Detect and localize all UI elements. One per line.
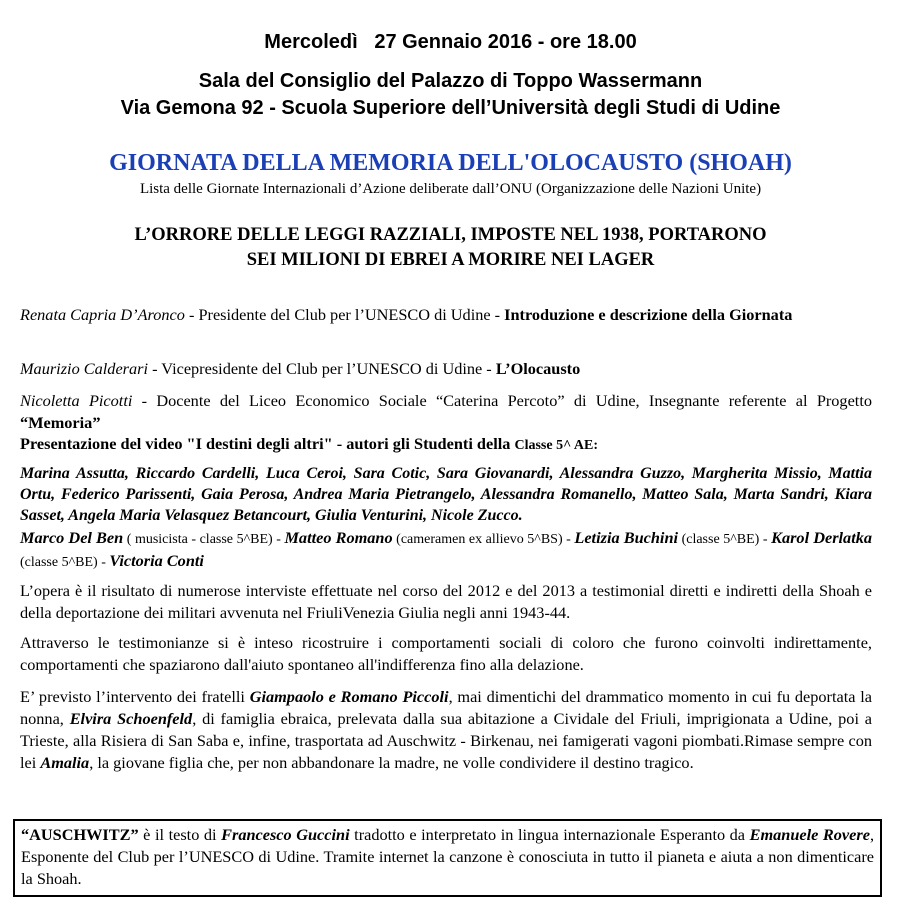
intervento-text: , la giovane figlia che, per non abbandonare la madre, ne volle condividere il destino tragico. [89, 753, 694, 772]
theme-heading-line-2: SEI MILIONI DI EBREI A MORIRE NEI LAGER [246, 250, 655, 270]
song-author: Francesco Guccini [221, 825, 350, 844]
speaker-name: Nicoletta Picotti - [20, 391, 148, 410]
intervento-text: , mai dimentichi del drammatico momento in cui fu deportata la nonna, [20, 687, 873, 728]
auschwitz-song-box [13, 819, 882, 897]
box-text: tradotto e interpretato in lingua internazionale Esperanto da [349, 825, 750, 844]
credit-role: ( musicista - classe 5^BE) - [123, 532, 285, 547]
speaker-role: Presidente del Club per l’UNESCO di Udine - [194, 305, 505, 324]
speaker-role: - Vicepresidente del Club per l’UNESCO di Udine - [148, 359, 496, 378]
speaker-item [20, 304, 872, 326]
students-list: Marina Assutta, Riccardo Cardelli, Luca Ceroi, Sara Cotic, Sara Giovanardi, Alessandra Guzzo, Margherita Missio, Mattia Ortu, Federico Parissenti, Gaia Perosa, Andrea Maria Pietrangelo, Alessandra Romanello, Matteo Sala, Marta Sandri, Kiara Sasset, Angela Maria Velasquez Betancourt, Giulia Venturini, Nicole Zucco. [20, 465, 872, 524]
speaker-role: Docente del Liceo Economico Sociale “Caterina Percoto” di Udine, Insegnante referente al Progetto [147, 391, 872, 410]
speaker-name: Maurizio Calderari [20, 359, 149, 378]
presentation-text: Presentazione del video "I destini degli altri" - autori gli Studenti della [20, 434, 515, 453]
class-label: Classe 5^ AE: [514, 438, 599, 453]
intervento-daughter: Amalia [40, 753, 90, 772]
intervento-text: , di famiglia ebraica, prelevata dalla sua abitazione a Cividale del Friuli, imprigionata a Udine, poi a Trieste, alla Risiera di San Saba e, infine, trasportata ad Auschwitz - Birkenau, nei famigerati vagoni piombati.Rimase sempre con lei [20, 709, 873, 772]
box-text: è il testo di [138, 825, 222, 844]
paragraph-opera: L’opera è il risultato di numerose interviste effettuate nel corso del 2012 e del 2013 a testimonial diretti e indiretti della Shoah e della deportazione dei militari avvenuta nel FriuliVenezia Giulia negli anni 1943-44. [20, 581, 872, 622]
credit-role: (classe 5^BE) - [678, 532, 772, 547]
song-translator: Emanuele Rovere [749, 825, 870, 844]
theme-heading-line-1: L’ORRORE DELLE LEGGI RAZZIALI, IMPOSTE NEL 1938, PORTARONO [134, 225, 767, 245]
event-title: GIORNATA DELLA MEMORIA DELL'OLOCAUSTO (SHOAH) [109, 150, 792, 176]
song-title: “AUSCHWITZ” [21, 825, 139, 844]
box-text: , Esponente del Club per l’UNESCO di Udine. Tramite internet la canzone è conosciuta in tutto il pianeta e aiuta a non dimenticare la Shoah. [21, 825, 875, 888]
speaker-item [20, 390, 872, 434]
speaker-topic: “Memoria” [20, 413, 101, 432]
venue-line-1: Sala del Consiglio del Palazzo di Toppo Wassermann [198, 70, 703, 92]
credit-name: Marco Del Ben [20, 528, 124, 547]
intervento-text: E’ previsto l’intervento dei fratelli [20, 687, 250, 706]
speaker-topic: Introduzione e descrizione della Giornata [504, 305, 793, 324]
speaker-item [20, 358, 872, 380]
credits [20, 527, 872, 573]
credit-name: Karol Derlatka [771, 528, 872, 547]
credit-role: (classe 5^BE) - [20, 555, 110, 570]
credit-name: Letizia Buchini [574, 528, 679, 547]
credit-role: (cameramen ex allievo 5^BS) - [392, 532, 575, 547]
event-date: Mercoledì 27 Gennaio 2016 - ore 18.00 [264, 31, 637, 53]
venue-line-2: Via Gemona 92 - Scuola Superiore dell’Università degli Studi di Udine [120, 97, 781, 119]
credit-name: Matteo Romano [284, 528, 393, 547]
intervento-brothers: Giampaolo e Romano Piccoli [249, 687, 449, 706]
credit-name: Victoria Conti [109, 551, 204, 570]
speaker-topic: L’Olocausto [495, 359, 581, 378]
paragraph-intervento [20, 686, 872, 774]
paragraph-testimonianze: Attraverso le testimonianze si è inteso ricostruire i comportamenti sociali di coloro che furono coinvolti indirettamente, comportamenti che spaziarono dall'aiuto spontaneo all'indifferenza fino alla delazione. [20, 633, 872, 674]
video-presentation [20, 433, 872, 457]
event-subtitle: Lista delle Giornate Internazionali d’Azione deliberate dall’ONU (Organizzazione delle Nazioni Unite) [139, 181, 762, 197]
intervento-grandmother: Elvira Schoenfeld [69, 709, 193, 728]
speaker-name: Renata Capria D’Aronco - [20, 305, 195, 324]
